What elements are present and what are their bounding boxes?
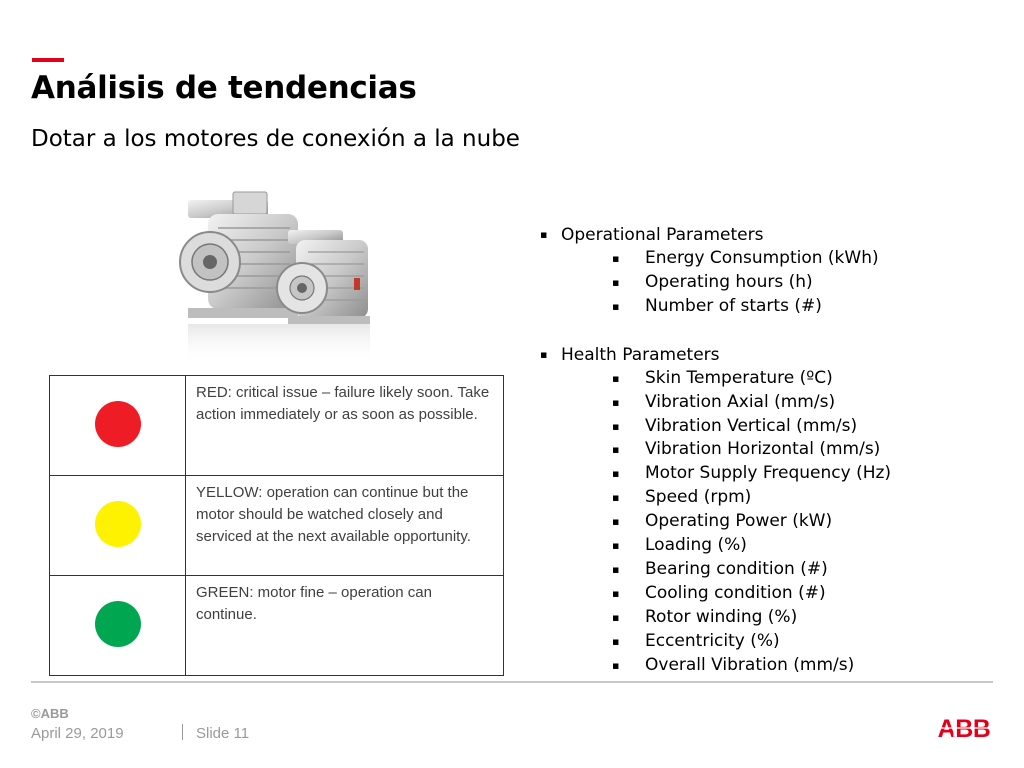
status-row-yellow [50,476,504,576]
bullet-icon: ▪ [612,610,620,624]
yellow-status-dot [95,501,141,547]
bullet-icon: ▪ [612,562,620,576]
footer-slide-number: Slide 11 [196,725,250,742]
slide-subtitle: Dotar a los motores de conexión a la nube [31,126,520,152]
bullet-icon: ▪ [612,658,620,672]
red-status-dot [95,401,141,447]
title-accent-bar [32,58,64,62]
list-item: ▪ Cooling condition (#) [561,582,891,606]
svg-text:ABB: ABB [937,716,991,740]
list-item: ▪ Eccentricity (%) [561,630,891,654]
bullet-icon: ▪ [612,515,620,529]
footer-separator [182,724,183,740]
green-status-dot [95,601,141,647]
list-item: ▪ Speed (rpm) [561,486,891,510]
list-item: ▪ Number of starts (#) [561,295,891,319]
red-status-description: RED: critical issue – failure likely soon. Take action immediately or as soon as possible. [186,376,504,476]
bullet-icon: ▪ [612,395,620,409]
list-item: ▪ Operating hours (h) [561,271,891,295]
bullet-icon: ▪ [612,252,620,265]
list-item: ▪ Rotor winding (%) [561,606,891,630]
parameter-group-health [540,343,891,678]
footer-copyright: ©ABB [31,706,69,721]
slide-title: Análisis de tendencias [31,70,417,106]
footer-date: April 29, 2019 [31,725,124,742]
bullet-icon: ▪ [612,586,620,600]
bullet-icon: ▪ [540,228,548,241]
bullet-icon: ▪ [612,299,620,313]
bullet-icon: ▪ [612,634,620,648]
bullet-icon: ▪ [612,539,620,553]
bullet-icon: ▪ [612,419,620,433]
list-item: ▪ Motor Supply Frequency (Hz) [561,462,891,486]
status-legend-table [49,375,504,676]
list-item: ▪ Bearing condition (#) [561,558,891,582]
electric-motors-image [178,188,378,368]
parameter-group-label: Health Parameters [561,344,720,365]
status-row-green [50,576,504,676]
parameter-group-operational [540,223,891,319]
bullet-icon: ▪ [612,275,620,289]
list-item: ▪ Vibration Vertical (mm/s) [561,415,891,439]
list-item: ▪ Energy Consumption (kWh) [561,247,891,271]
abb-logo [935,716,993,740]
bullet-icon: ▪ [540,347,548,361]
bullet-icon: ▪ [612,491,620,505]
footer-divider [31,681,993,683]
list-item: ▪ Operating Power (kW) [561,510,891,534]
list-item: ▪ Loading (%) [561,534,891,558]
list-item: ▪ Vibration Axial (mm/s) [561,391,891,415]
bullet-icon: ▪ [612,371,620,385]
green-status-description: GREEN: motor fine – operation can continue. [186,576,504,676]
bullet-icon: ▪ [612,443,620,457]
list-item: ▪ Skin Temperature (ºC) [561,367,891,391]
parameter-group-label: Operational Parameters [561,225,764,245]
parameters-list [540,223,891,678]
list-item: ▪ Overall Vibration (mm/s) [561,654,891,678]
status-row-red [50,376,504,476]
bullet-icon: ▪ [612,467,620,481]
list-item: ▪ Vibration Horizontal (mm/s) [561,438,891,462]
yellow-status-description: YELLOW: operation can continue but the motor should be watched closely and serviced at the next available opportunity. [186,476,504,576]
